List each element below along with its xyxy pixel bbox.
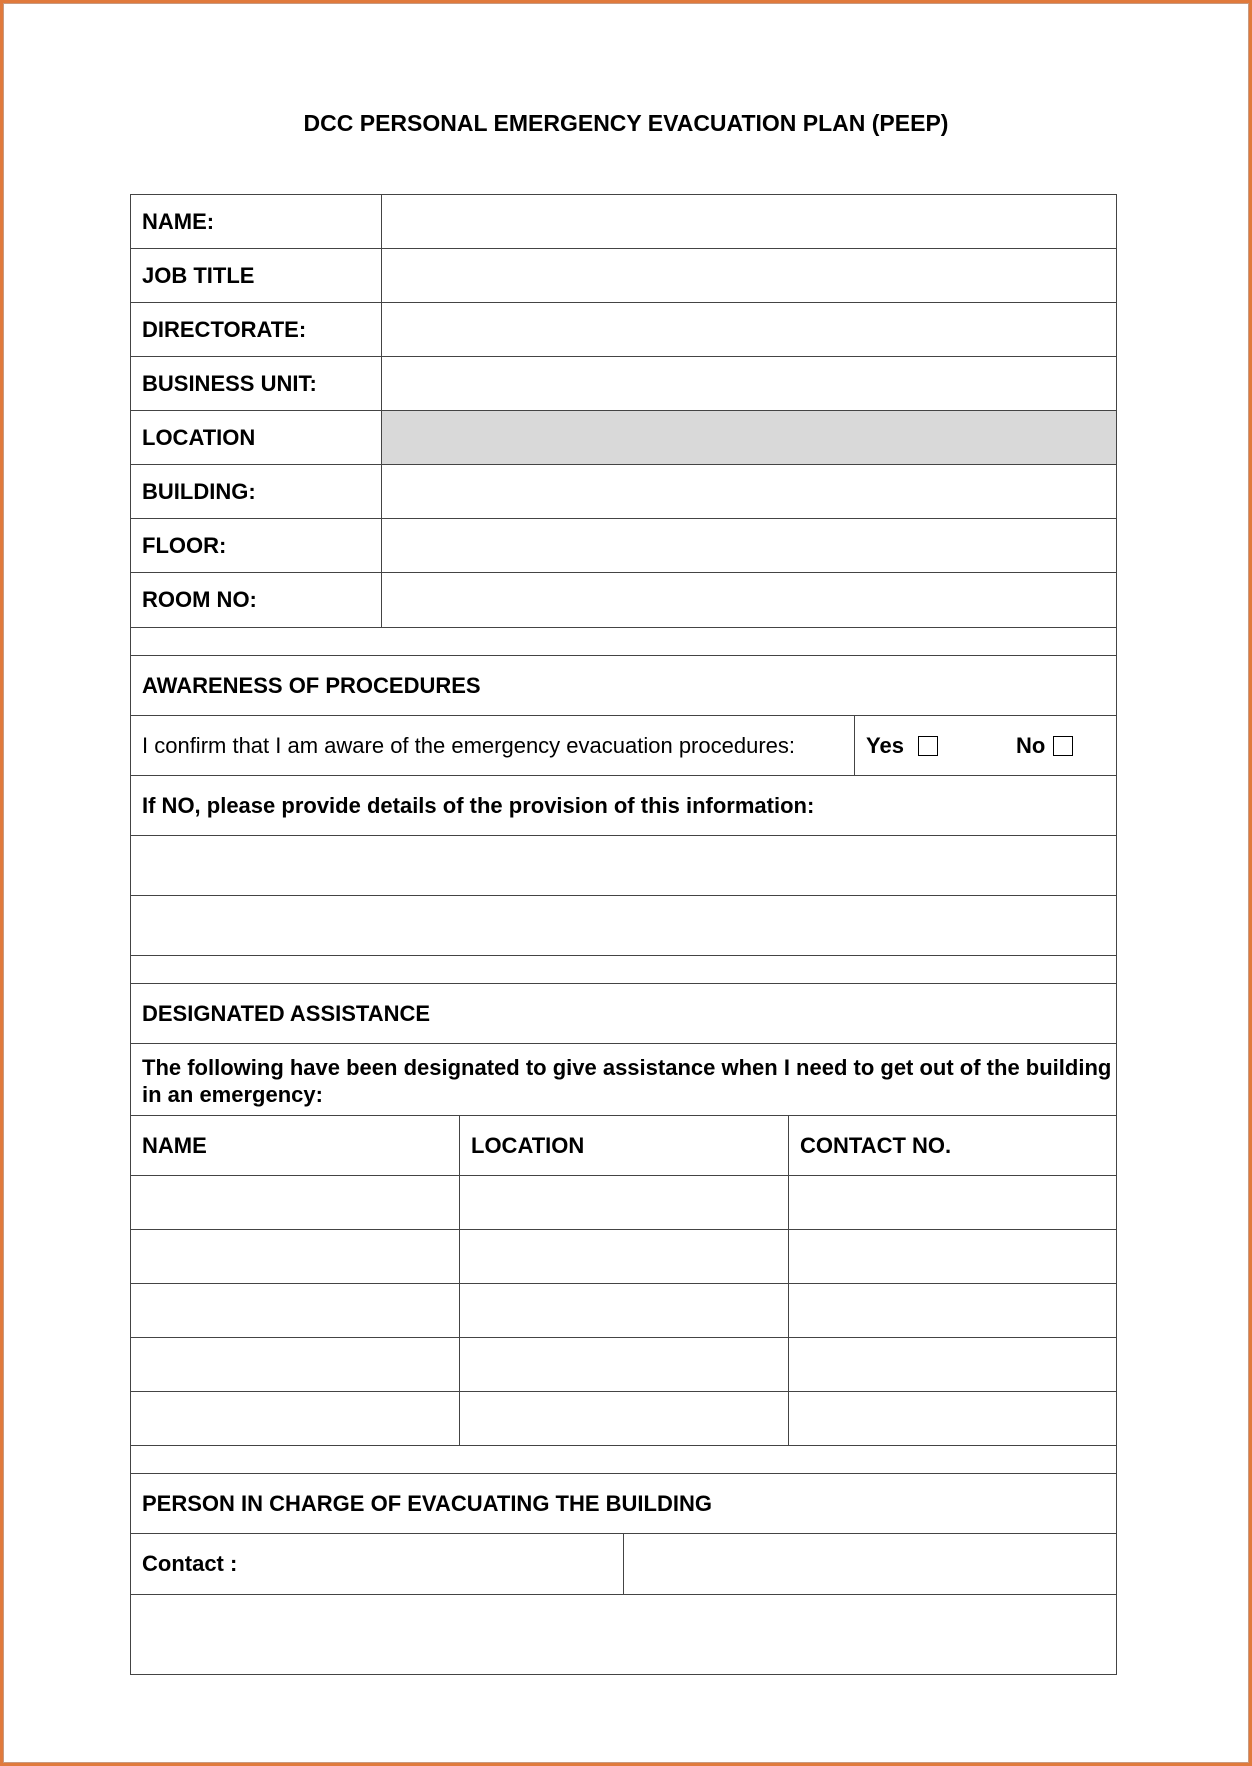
floor-label: FLOOR: — [130, 518, 382, 573]
assistance-name-cell[interactable] — [130, 1229, 460, 1284]
awareness-yes-no — [854, 715, 1117, 776]
no-option — [1016, 733, 1073, 759]
job-title-label: JOB TITLE — [130, 248, 382, 303]
no-checkbox[interactable] — [1053, 736, 1073, 756]
building-label: BUILDING: — [130, 464, 382, 519]
name-label: NAME: — [130, 194, 382, 249]
business-unit-field[interactable] — [381, 356, 1117, 411]
room-no-field[interactable] — [381, 572, 1117, 628]
location-field[interactable] — [381, 410, 1117, 465]
assistance-name-cell[interactable] — [130, 1283, 460, 1338]
assistance-heading: DESIGNATED ASSISTANCE — [130, 983, 1117, 1044]
assistance-location-cell[interactable] — [459, 1337, 789, 1392]
if-no-details-line-1[interactable] — [130, 835, 1117, 896]
assistance-contact-cell[interactable] — [788, 1229, 1117, 1284]
no-label: No — [1016, 732, 1046, 758]
column-header-location: LOCATION — [459, 1115, 789, 1176]
assistance-contact-cell[interactable] — [788, 1283, 1117, 1338]
assistance-name-cell[interactable] — [130, 1337, 460, 1392]
contact-label: Contact : — [130, 1533, 624, 1595]
spacer-row — [130, 627, 1117, 656]
contact-field[interactable] — [623, 1533, 1117, 1595]
spacer-row — [130, 1445, 1117, 1474]
assistance-location-cell[interactable] — [459, 1283, 789, 1338]
job-title-field[interactable] — [381, 248, 1117, 303]
awareness-heading: AWARENESS OF PROCEDURES — [130, 655, 1117, 716]
floor-field[interactable] — [381, 518, 1117, 573]
name-field[interactable] — [381, 194, 1117, 249]
location-label: LOCATION — [130, 410, 382, 465]
building-field[interactable] — [381, 464, 1117, 519]
assistance-name-cell[interactable] — [130, 1175, 460, 1230]
room-no-label: ROOM NO: — [130, 572, 382, 628]
assistance-location-cell[interactable] — [459, 1391, 789, 1446]
column-header-name: NAME — [130, 1115, 460, 1176]
yes-checkbox[interactable] — [918, 736, 938, 756]
column-header-contact: CONTACT NO. — [788, 1115, 1117, 1176]
assistance-contact-cell[interactable] — [788, 1175, 1117, 1230]
directorate-field[interactable] — [381, 302, 1117, 357]
assistance-intro-text: The following have been designated to give assistance when I need to get out of the building in an emergency: — [130, 1043, 1117, 1116]
if-no-text: If NO, please provide details of the provision of this information: — [130, 775, 1117, 836]
person-in-charge-heading: PERSON IN CHARGE OF EVACUATING THE BUILDING — [130, 1473, 1117, 1534]
if-no-details-line-2[interactable] — [130, 895, 1117, 956]
assistance-name-cell[interactable] — [130, 1391, 460, 1446]
business-unit-label: BUSINESS UNIT: — [130, 356, 382, 411]
spacer-row — [130, 955, 1117, 984]
yes-option — [866, 733, 938, 759]
assistance-contact-cell[interactable] — [788, 1391, 1117, 1446]
yes-label: Yes — [866, 732, 904, 758]
assistance-contact-cell[interactable] — [788, 1337, 1117, 1392]
contact-details-area[interactable] — [130, 1594, 1117, 1675]
awareness-confirm-text: I confirm that I am aware of the emergency evacuation procedures: — [130, 715, 855, 776]
document-title: DCC PERSONAL EMERGENCY EVACUATION PLAN (PEEP) — [303, 110, 949, 136]
assistance-location-cell[interactable] — [459, 1175, 789, 1230]
directorate-label: DIRECTORATE: — [130, 302, 382, 357]
assistance-location-cell[interactable] — [459, 1229, 789, 1284]
